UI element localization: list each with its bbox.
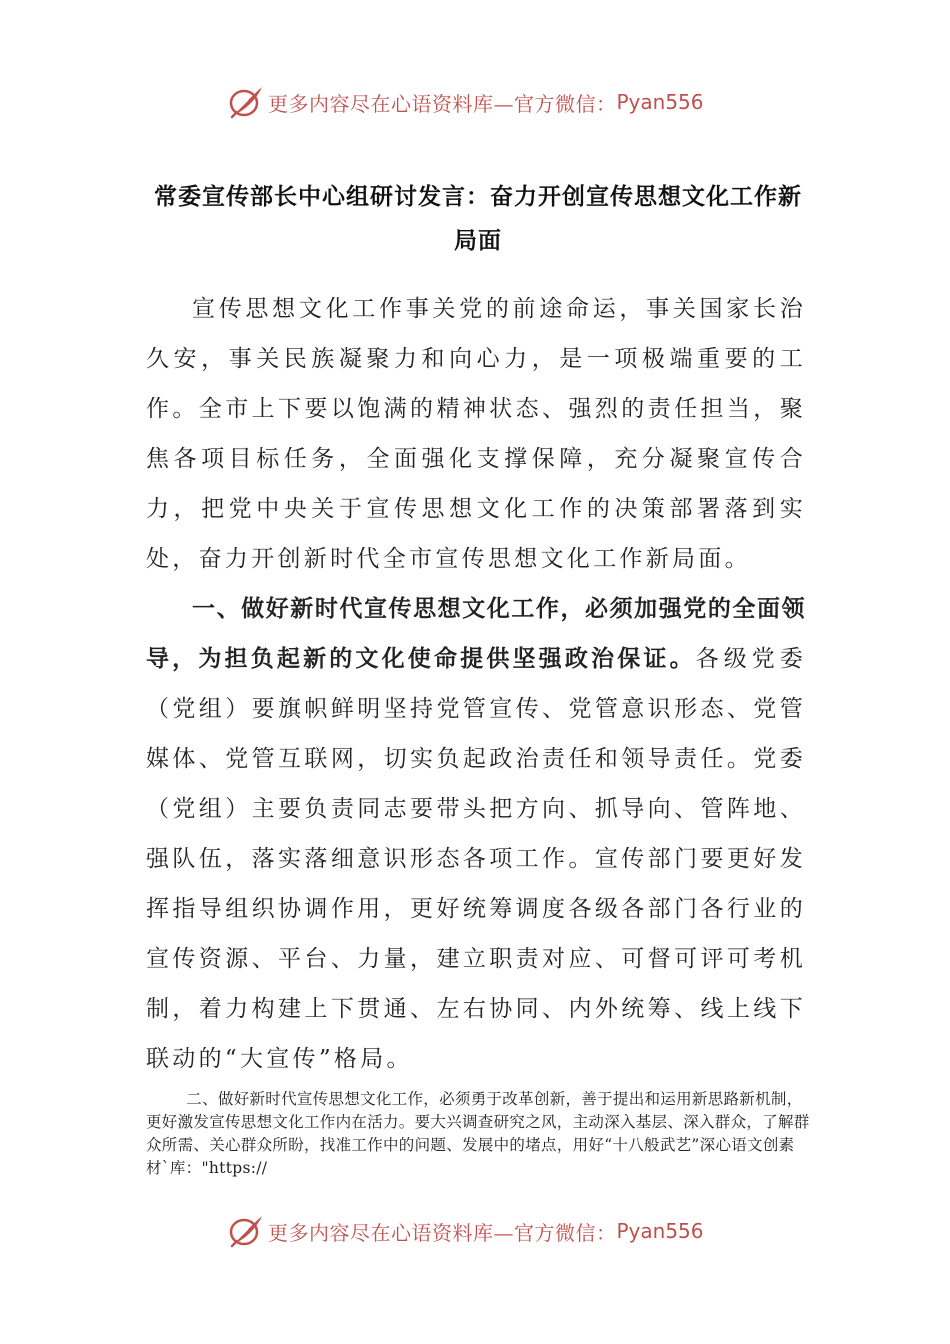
section-1-body: 各级党委（党组）要旗帜鲜明坚持党管宣传、党管意识形态、党管媒体、党管互联网，切实负起政治责任和领导责任。党委（党组）主要负责同志要带头把方向、抓导向、管阵地、强队伍，落实落细意识形态各项工作。宣传部门要更好发挥指导组织协调作用，更好统筹调度各级各部门各行业的宣传资源、平台、力量，建立职责对应、可督可评可考机制，着力构建上下贯通、左右协同、内外统筹、线上线下联动的“大宣传”格局。 xyxy=(146,646,807,1072)
document-body xyxy=(146,284,806,1084)
footer-banner-text: 更多内容尽在心语资料库—官方微信： xyxy=(268,1220,617,1245)
header-banner-handle: Pyan556 xyxy=(616,90,704,114)
footer-banner-handle: Pyan556 xyxy=(616,1219,704,1243)
section-1-heading: 一、做好新时代宣传思想文化工作，必须加强党的全面领导，为担负起新的文化使命提供坚强政治保证。 xyxy=(146,596,806,672)
quill-pen-logo-icon xyxy=(228,84,264,120)
footer-banner xyxy=(228,1211,748,1251)
paragraph-section-1 xyxy=(146,584,806,1084)
document-title: 常委宣传部长中心组研讨发言：奋力开创宣传思想文化工作新局面 xyxy=(154,184,802,254)
paragraph-intro: 宣传思想文化工作事关党的前途命运，事关国家长治久安，事关民族凝聚力和向心力，是一项极端重要的工作。全市上下要以饱满的精神状态、强烈的责任担当，聚焦各项目标任务，全面强化支撑保障，充分凝聚宣传合力，把党中央关于宣传思想文化工作的决策部署落到实处，奋力开创新时代全市宣传思想文化工作新局面。 xyxy=(146,296,806,572)
quill-pen-logo-icon xyxy=(228,1213,264,1249)
header-banner-text: 更多内容尽在心语资料库—官方微信： xyxy=(268,91,617,116)
document-small-text xyxy=(146,1088,810,1180)
header-banner xyxy=(228,82,748,122)
paragraph-section-2: 二、做好新时代宣传思想文化工作，必须勇于改革创新，善于提出和运用新思路新机制，更好激发宣传思想文化工作内在活力。要大兴调查研究之风，主动深入基层、深入群众，了解群众所需、关心群众所盼，找准工作中的问题、发展中的堵点，用好“十八般武艺”深心语文创素材`库："https:// xyxy=(146,1090,810,1177)
